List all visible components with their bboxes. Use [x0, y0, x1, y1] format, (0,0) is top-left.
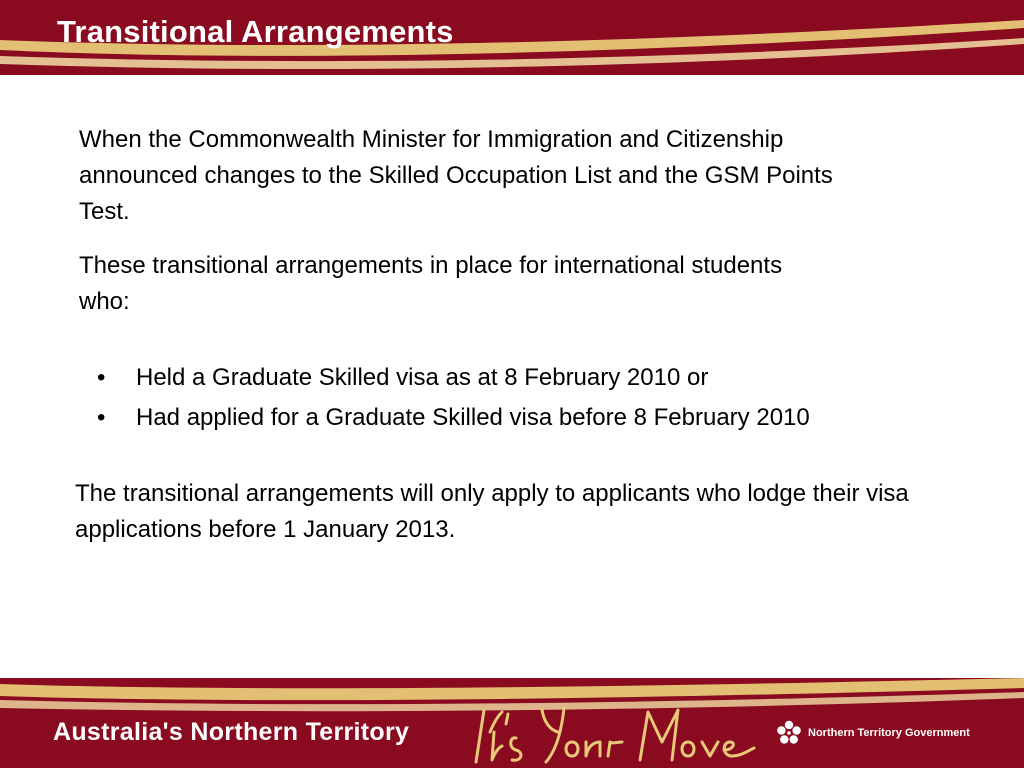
list-item	[97, 398, 810, 438]
brand-wordmark: Australia's Northern Territory	[53, 718, 410, 746]
flower-emblem-icon	[776, 720, 802, 746]
bullet-icon: •	[97, 404, 106, 431]
deadline-paragraph: The transitional arrangements will only apply to applicants who lodge their visa applications before 1 January 2013.	[75, 480, 909, 543]
government-logo	[776, 720, 970, 746]
header-banner	[0, 0, 1024, 75]
bullet-list	[97, 358, 810, 438]
eligibility-paragraph: These transitional arrangements in place for international students who:	[79, 252, 783, 315]
intro-paragraph: When the Commonwealth Minister for Immigration and Citizenship announced changes to the Skilled Occupation List and the GSM Points Test.	[79, 126, 833, 225]
bullet-icon: •	[97, 364, 106, 391]
government-label: Northern Territory Government	[808, 727, 970, 739]
slide-title: Transitional Arrangements	[57, 14, 454, 49]
tagline-signature	[472, 702, 757, 766]
bullet-text: Had applied for a Graduate Skilled visa before 8 February 2010	[136, 404, 810, 431]
footer-banner	[0, 678, 1024, 768]
bullet-text: Held a Graduate Skilled visa as at 8 February 2010 or	[136, 364, 709, 391]
list-item	[97, 358, 810, 398]
